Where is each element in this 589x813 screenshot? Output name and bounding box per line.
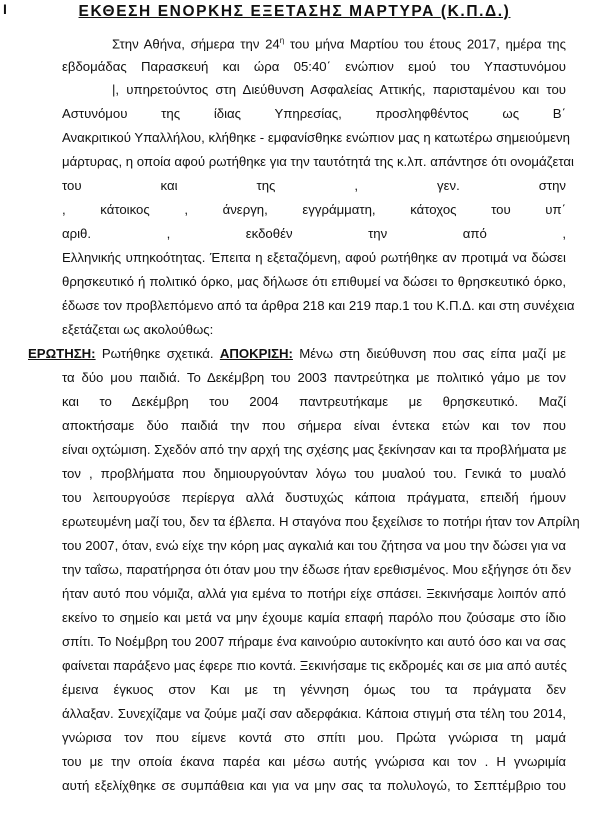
body-line-5: Ανακριτικού Υπαλλήλου, κλήθηκε - εμφανίσθηκε ενώπιον μας η κατωτέρω σημειούμενη [62,130,570,145]
body-line-11: θρησκευτικό ή πολιτικό όρκο, μας δήλωσε ότι επιθυμεί να δώσει το θρησκευτικό όρκο, [62,274,566,289]
answer-line-14: έμεινα έγκυος στον Και με τη γέννηση όμως του τα πράγματα δεν [62,682,566,697]
answer-line-12: σπίτι. Το Νοέμβρη του 2007 πήραμε ένα καινούριο αυτοκίνητο και αυτό όσο και να σας [62,634,566,649]
body-line-10: Ελληνικής υπηκοότητας. Έπειτα η εξεταζόμενη, αφού ρωτήθηκε αν προτιμά να δώσει [62,250,566,265]
answer-line-13: φαίνεται παράξενο μας έφερε πιο κοντά. Ξεκινήσαμε τις εκδρομές και σε μια από αυτές [62,658,567,673]
body-line-1: Στην Αθήνα, σήμερα την $24^\eta$ του μήνα Μαρτίου του έτους 2017, ημέρα της [112,36,566,52]
answer-line-3: αποκτήσαμε δύο παιδιά την που σήμερα είναι έντεκα ετών και τον που [62,418,566,433]
answer-line-15: άλλαξαν. Συνεχίζαμε να ζούμε μαζί σαν αδερφάκια. Κάποια στιγμή στα τέλη του 2014, [62,706,566,721]
body-line-8: , κάτοικος , άνεργη, εγγράμματη, κάτοχος του υπ΄ [62,202,566,217]
answer-line-16: γνώρισα τον που είμενε κοντά στο σπίτι μου. Πρώτα γνώρισα τη μαμά [62,730,566,745]
body-line-7: του και της , γεν. στην [62,178,566,193]
answer-line-10: ήταν αυτό που νόμιζα, αλλά για εμένα το ποτήρι είχε σπάσει. Ξεκινήσαμε λοιπόν από [62,586,566,601]
document-title: ΕΚΘΕΣΗ ΕΝΟΡΚΗΣ ΕΞΕΤΑΣΗΣ ΜΑΡΤΥΡΑ (Κ.Π.Δ.) [78,3,511,20]
body-line-13: εξετάζεται ως ακολούθως: [62,322,214,337]
body-line-3: |, υπηρετούντος στη Διεύθυνση Ασφαλείας Αττικής, παρισταμένου και του [112,82,566,97]
answer-line-7: ερωτευμένη μαζί του, δεν τα έβλεπα. Η σταγόνα που ξεχείλισε το ποτήρι ήταν τον Απρίλη [62,514,580,529]
answer-line-5: τον , προβλήματα που δημιουργούνταν λόγω του μυαλού του. Γενικά το μυαλό [62,466,566,481]
answer-line-6: του λειτουργούσε περίεργα αλλά δυστυχώς κάποια πράγματα, επειδή ήμουν [62,490,566,505]
answer-line-1: τα δύο μου παιδιά. Το Δεκέμβρη του 2003 παντρεύτηκα με πολιτικό γάμο με τον [62,370,566,385]
answer-line-18: αυτή εξελίχθηκε σε συμπάθεια και για να μην σας τα πολυλογώ, το Σεπτέμβριο του [62,778,566,793]
answer-line-9: την ταΐσω, παρατήρησα ότι όταν μου την έδωσε ήταν ερεθισμένος. Μου εξήγησε ότι δεν [62,562,572,577]
margin-mark: I [3,1,7,17]
body-line-2: εβδομάδας Παρασκευή και ώρα 05:40΄ ενώπιον εμού του Υπαστυνόμου [62,59,566,74]
question-answer-line: ΕΡΩΤΗΣΗ: Ρωτήθηκε σχετικά. ΑΠΟΚΡΙΣΗ: Μένω στη διεύθυνση που σας είπα μαζί με [28,346,566,361]
answer-line-11: εκείνο το σημείο και μετά να μην έχουμε καμία επαφή παρόλο που ζούσαμε στο ίδιο [62,610,566,625]
question-label: ΕΡΩΤΗΣΗ: [28,346,96,361]
body-line-4: Αστυνόμου της ίδιας Υπηρεσίας, προσληφθέντος ως Β΄ [62,106,566,121]
answer-line-4: είναι οχτώμιση. Σχεδόν από την αρχή της σχέσης μας ξεκίνησαν και τα προβλήματα με [62,442,567,457]
body-line-6: μάρτυρας, η οποία αφού ρωτήθηκε για την ταυτότητά της κ.λπ. απάντησε ότι ονομάζεται [62,154,574,169]
answer-line-17: του με την οποία έκανα παρέα και μέσω αυτής γνώρισα και τον . Η γνωριμία [62,754,566,769]
answer-line-8: του 2007, όταν, ενώ είχε την κόρη μας αγκαλιά και του ζήτησα να μου την δώσει για να [62,538,566,553]
body-line-9: αριθ. , εκδοθέν την από , [62,226,566,241]
answer-line-2: και το Δεκέμβρη του 2004 παντρευτήκαμε με θρησκευτικό. Μαζί [62,394,566,409]
answer-label: ΑΠΟΚΡΙΣΗ: [219,346,293,361]
body-line-12: έδωσε τον προβλεπόμενο από τα άρθρα 218 και 219 παρ.1 του Κ.Π.Δ. και στη συνέχεια [62,298,575,313]
